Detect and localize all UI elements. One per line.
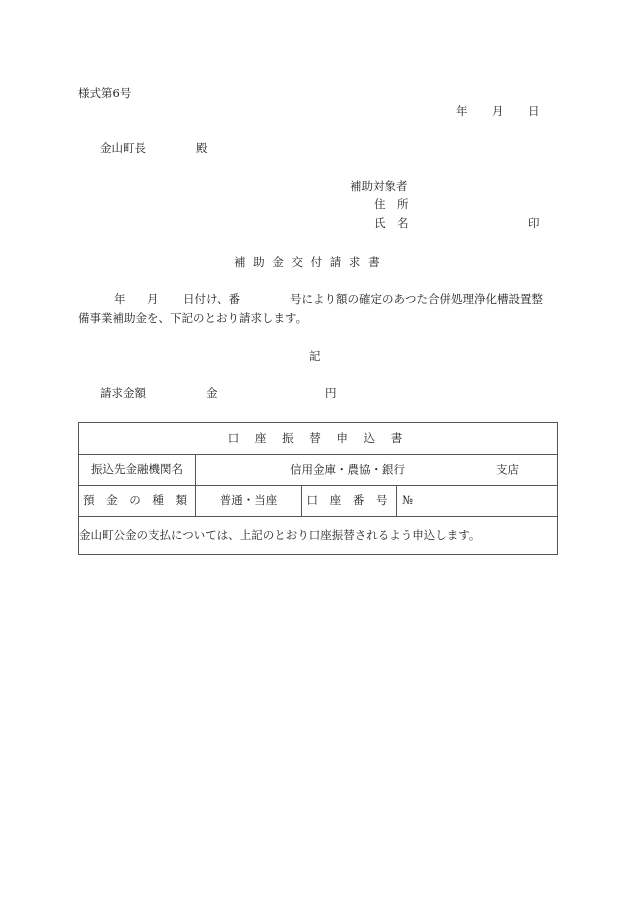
ki-mark: 記 — [309, 349, 321, 363]
account-form-title: 口 座 振 替 申 込 書 — [79, 423, 558, 455]
bank-field — [196, 455, 558, 486]
document-title: 補 助 金 交 付 請 求 書 — [234, 255, 382, 269]
note-row — [79, 517, 558, 555]
deposit-row — [79, 486, 558, 517]
body-year: 年 — [114, 292, 126, 306]
bank-row — [79, 455, 558, 486]
body-line1-rest: 号により額の確定のあつた合併処理浄化槽設置整 — [290, 292, 543, 306]
seal-mark: 印 — [528, 216, 540, 230]
account-number-field — [397, 486, 558, 517]
bank-types: 信用金庫・農協・銀行 — [290, 462, 405, 477]
body-month: 月 — [147, 292, 159, 306]
date-year: 年 — [456, 104, 468, 118]
request-amount-kin: 金 — [206, 386, 218, 400]
account-number-label: 口 座 番 号 — [302, 486, 397, 517]
date-month: 月 — [492, 104, 504, 118]
request-amount-yen: 円 — [325, 386, 337, 400]
account-transfer-table — [78, 422, 558, 555]
date-day: 日 — [528, 104, 540, 118]
bank-label: 振込先金融機関名 — [79, 455, 196, 486]
branch-label: 支店 — [496, 462, 519, 477]
deposit-types: 普通・当座 — [196, 486, 302, 517]
request-amount-label: 請求金額 — [100, 386, 146, 400]
number-prefix: № — [402, 493, 413, 508]
address-label: 住 所 — [374, 197, 409, 211]
form-number: 様式第6号 — [78, 86, 132, 100]
body-dated: 日付け、番 — [183, 292, 241, 306]
addressee-honorific: 殿 — [196, 141, 208, 155]
account-title-row — [79, 423, 558, 455]
transfer-note: 金山町公金の支払については、上記のとおり口座振替されるよう申込します。 — [79, 517, 558, 555]
deposit-type-label: 預 金 の 種 類 — [79, 486, 196, 517]
addressee-name: 金山町長 — [100, 141, 146, 155]
name-label: 氏 名 — [374, 216, 409, 230]
body-line2: 備事業補助金を、下記のとおり請求します。 — [78, 311, 308, 325]
applicant-label: 補助対象者 — [350, 179, 408, 193]
